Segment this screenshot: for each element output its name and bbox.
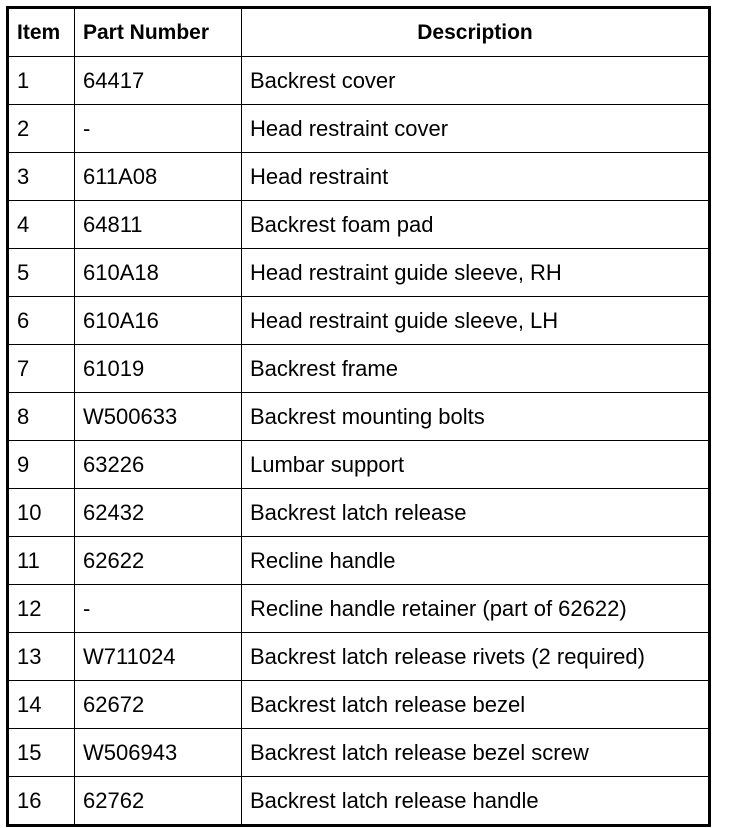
table-row <box>8 681 710 729</box>
table-row <box>8 201 710 249</box>
cell-item: 14 <box>8 681 75 729</box>
cell-description: Backrest cover <box>242 57 710 105</box>
cell-item: 15 <box>8 729 75 777</box>
cell-item: 12 <box>8 585 75 633</box>
header-part-number: Part Number <box>75 8 242 57</box>
cell-description: Backrest foam pad <box>242 201 710 249</box>
table-row <box>8 249 710 297</box>
table-row <box>8 297 710 345</box>
cell-item: 6 <box>8 297 75 345</box>
table-row <box>8 105 710 153</box>
cell-description: Head restraint cover <box>242 105 710 153</box>
cell-part-number: 62622 <box>75 537 242 585</box>
header-description: Description <box>242 8 710 57</box>
cell-item: 9 <box>8 441 75 489</box>
table-row <box>8 537 710 585</box>
cell-description: Recline handle <box>242 537 710 585</box>
cell-description: Backrest latch release <box>242 489 710 537</box>
cell-part-number: 64417 <box>75 57 242 105</box>
cell-item: 3 <box>8 153 75 201</box>
cell-part-number: 611A08 <box>75 153 242 201</box>
parts-table <box>6 6 711 827</box>
cell-description: Backrest latch release rivets (2 required) <box>242 633 710 681</box>
cell-item: 4 <box>8 201 75 249</box>
cell-part-number: W500633 <box>75 393 242 441</box>
cell-part-number: - <box>75 105 242 153</box>
cell-part-number: W506943 <box>75 729 242 777</box>
cell-part-number: 61019 <box>75 345 242 393</box>
table-row <box>8 489 710 537</box>
table-row <box>8 729 710 777</box>
cell-description: Backrest latch release handle <box>242 777 710 826</box>
cell-part-number: - <box>75 585 242 633</box>
cell-part-number: 62432 <box>75 489 242 537</box>
cell-part-number: 64811 <box>75 201 242 249</box>
cell-part-number: 610A16 <box>75 297 242 345</box>
cell-item: 2 <box>8 105 75 153</box>
table-row <box>8 441 710 489</box>
table-row <box>8 585 710 633</box>
cell-item: 11 <box>8 537 75 585</box>
cell-description: Head restraint <box>242 153 710 201</box>
cell-item: 16 <box>8 777 75 826</box>
header-row <box>8 8 710 57</box>
cell-item: 10 <box>8 489 75 537</box>
cell-description: Backrest latch release bezel <box>242 681 710 729</box>
cell-item: 7 <box>8 345 75 393</box>
table-row <box>8 393 710 441</box>
cell-part-number: 62762 <box>75 777 242 826</box>
cell-item: 1 <box>8 57 75 105</box>
cell-part-number: 63226 <box>75 441 242 489</box>
cell-description: Backrest frame <box>242 345 710 393</box>
table-row <box>8 345 710 393</box>
cell-description: Backrest mounting bolts <box>242 393 710 441</box>
header-item: Item <box>8 8 75 57</box>
table-row <box>8 153 710 201</box>
cell-description: Lumbar support <box>242 441 710 489</box>
cell-item: 13 <box>8 633 75 681</box>
cell-description: Head restraint guide sleeve, LH <box>242 297 710 345</box>
cell-description: Recline handle retainer (part of 62622) <box>242 585 710 633</box>
table-row <box>8 777 710 826</box>
table-row <box>8 633 710 681</box>
cell-description: Backrest latch release bezel screw <box>242 729 710 777</box>
cell-part-number: W711024 <box>75 633 242 681</box>
cell-item: 5 <box>8 249 75 297</box>
cell-item: 8 <box>8 393 75 441</box>
cell-description: Head restraint guide sleeve, RH <box>242 249 710 297</box>
cell-part-number: 610A18 <box>75 249 242 297</box>
cell-part-number: 62672 <box>75 681 242 729</box>
table-row <box>8 57 710 105</box>
